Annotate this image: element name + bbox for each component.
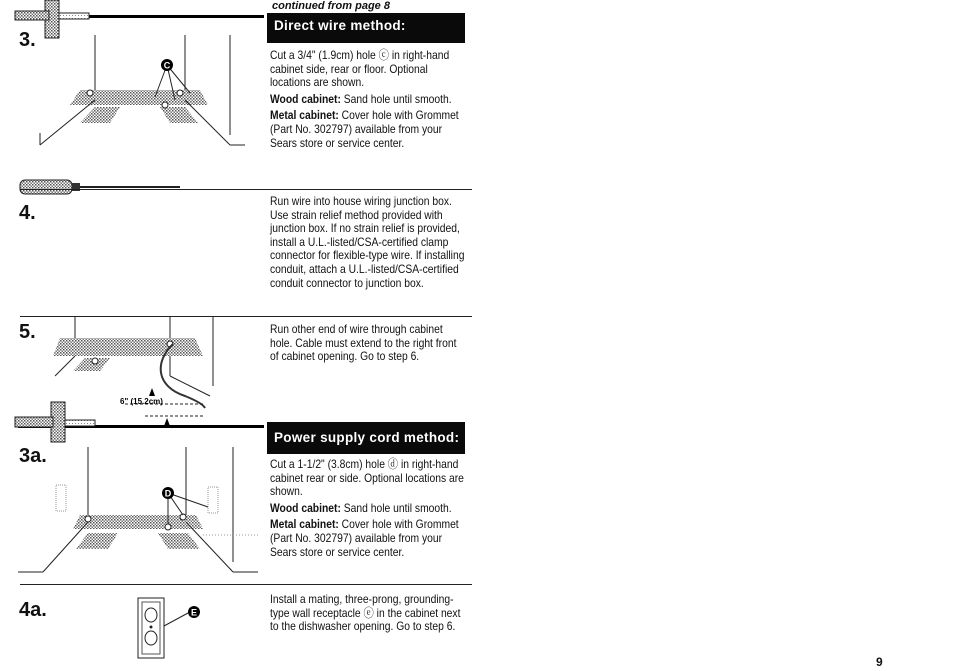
step3-instructions (270, 49, 468, 153)
wood-cabinet-text: Sand hole until smooth. (340, 91, 452, 106)
step5-text: Run other end of wire through cabinet hole. Cable must extend to the right front of cabinet opening. Go to step 6. (270, 322, 457, 364)
step3a-instructions (270, 458, 468, 562)
direct-wire-banner: Direct wire method: (267, 13, 465, 43)
step4-rule (20, 189, 472, 190)
metal-cabinet-label: Metal cabinet: (270, 517, 339, 532)
metal-cabinet-text: Cover hole with Grommet (Part No. 302797) available from your Sears store or service center. (270, 517, 459, 559)
power-cord-banner: Power supply cord method: (267, 422, 465, 454)
step-number-4: 4. (19, 202, 36, 224)
step-number-3: 3. (19, 29, 36, 51)
step4a-rule (20, 584, 472, 585)
drill-icon (15, 402, 95, 447)
metal-cabinet-text: Cover hole with Grommet (Part No. 302797) available from your Sears store or service center. (270, 108, 459, 150)
step3a-text: Cut a 1-1/2" (3.8cm) hole ⓓ in right-hand cabinet rear or side. Optional locations are shown. (270, 457, 464, 499)
page-number: 9 (876, 655, 883, 669)
continued-note: continued from page 8 (272, 0, 390, 12)
wood-cabinet-text: Sand hole until smooth. (340, 500, 452, 515)
step3-text: Cut a 3/4" (1.9cm) hole ⓒ in right-hand cabinet side, rear or floor. Optional locations are shown. (270, 48, 450, 90)
step4a-text: Install a mating, three-prong, grounding-type wall receptacle ⓔ in the cabinet next to the dishwasher opening. Go to step 6. (270, 592, 461, 634)
callout-e: E (190, 607, 198, 618)
callout-d: D (164, 488, 172, 499)
wall-receptacle-illustration (136, 596, 216, 662)
wood-cabinet-label: Wood cabinet: (270, 500, 341, 515)
step-number-5: 5. (19, 321, 36, 343)
wood-cabinet-label: Wood cabinet: (270, 91, 341, 106)
step-number-4a: 4a. (19, 599, 47, 621)
cabinet-illustration-step3a (18, 447, 263, 577)
step-number-3a: 3a. (19, 445, 47, 467)
dimension-label: 6" (15.2cm) (120, 397, 163, 406)
screwdriver-icon (20, 178, 190, 198)
callout-c: C (163, 60, 171, 71)
metal-cabinet-label: Metal cabinet: (270, 108, 339, 123)
step4-text: Run wire into house wiring junction box. Use strain relief method provided with junction box. If no strain relief is provided, install a U.L.-listed/CSA-certified clamp connector for flexible-type wire. If installing conduit, attach a U.L.-listed/CSA-certified conduit connector to junction box. (270, 194, 465, 290)
cabinet-illustration-step3 (40, 35, 260, 150)
